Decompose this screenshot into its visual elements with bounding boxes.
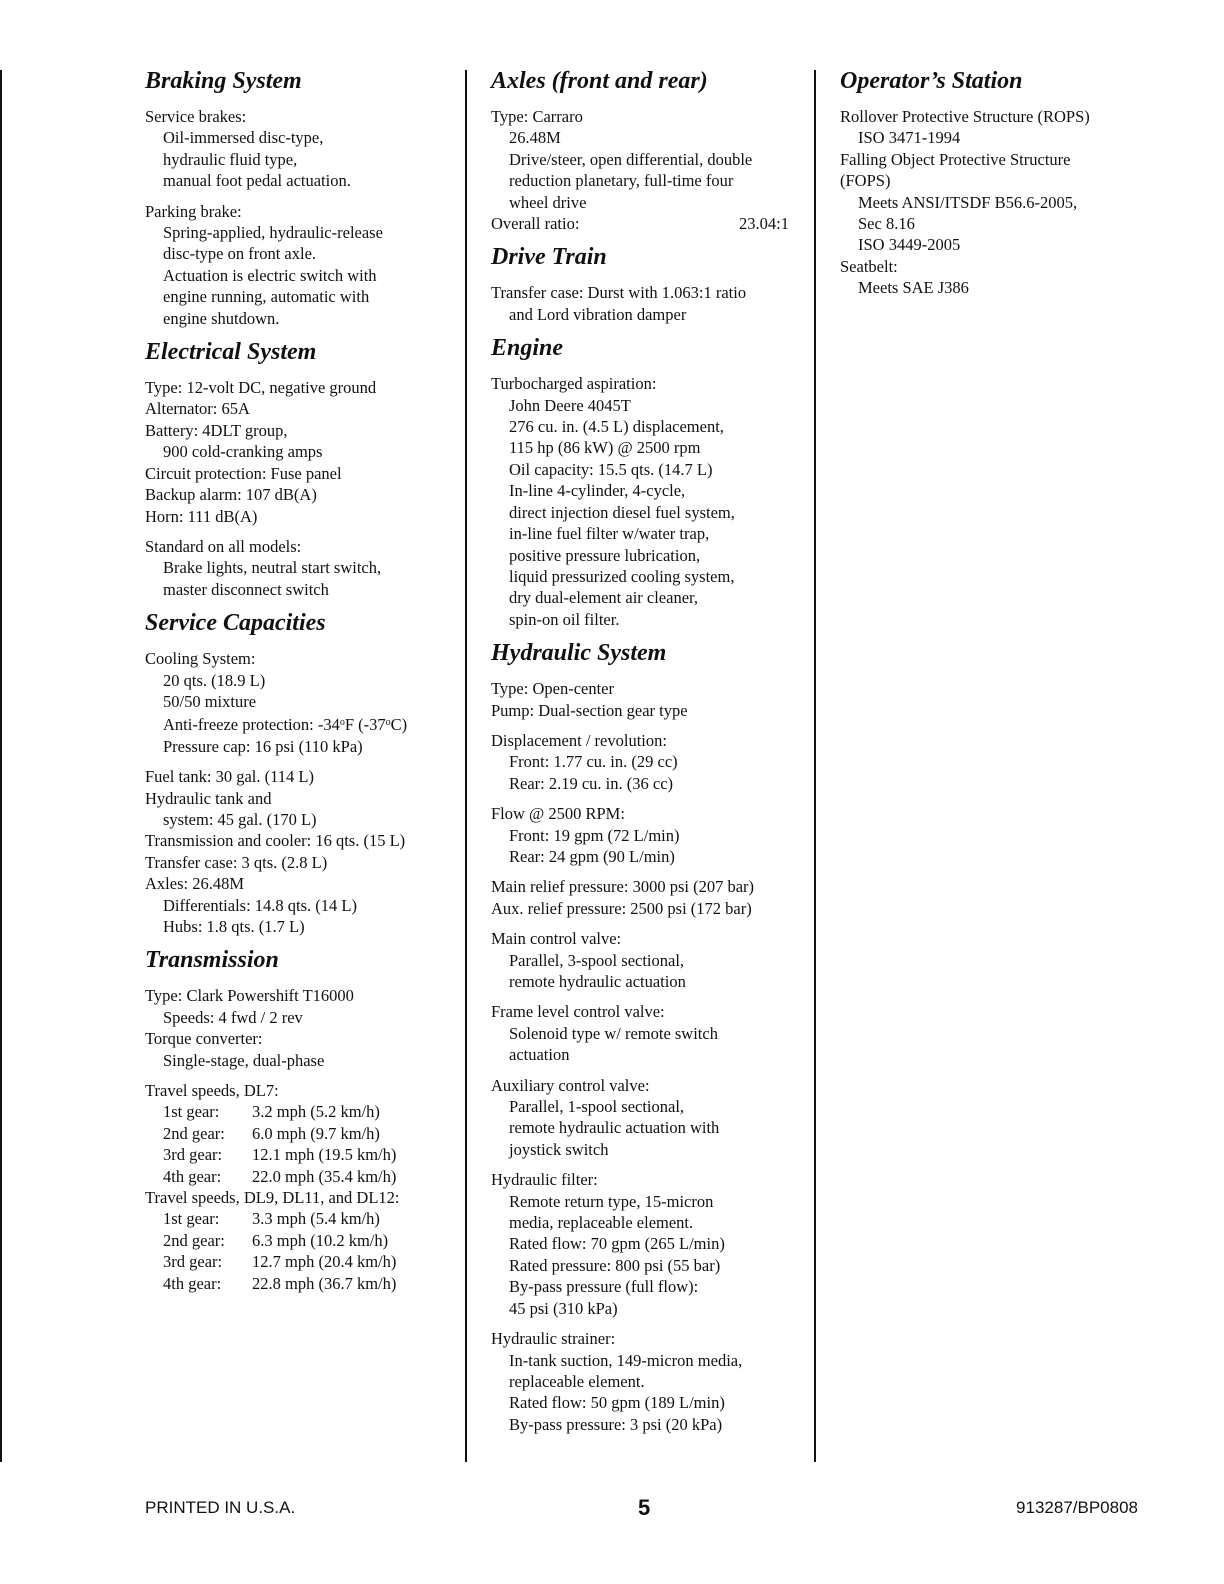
spec-block (145, 536, 445, 600)
section-heading: Electrical System (145, 339, 317, 366)
spec-line: Displacement / revolution: (491, 730, 667, 750)
spec-column-1 (145, 66, 445, 1302)
section-heading: Engine (491, 335, 564, 362)
spec-line: Turbocharged aspiration: (491, 374, 657, 394)
spec-value: 3.2 mph (5.2 km/h) (252, 1102, 380, 1122)
spec-line (145, 1101, 445, 1122)
spec-value: 22.8 mph (36.7 km/h) (252, 1273, 397, 1293)
left-margin-rule (0, 70, 2, 1462)
spec-line: In-line 4-cylinder, 4-cycle, (509, 481, 686, 501)
spec-line: Single-stage, dual-phase (163, 1050, 325, 1070)
spec-line (145, 1208, 445, 1229)
spec-line: direct injection diesel fuel system, (509, 502, 735, 522)
spec-line: wheel drive (509, 192, 587, 212)
spec-line: Service brakes: (145, 107, 247, 126)
spec-line: Travel speeds, DL9, DL11, and DL12: (145, 1188, 400, 1208)
spec-line: Meets ANSI/ITSDF B56.6-2005, (858, 192, 1078, 212)
spec-line: Torque converter: (145, 1029, 263, 1049)
spec-line: disc-type on front axle. (163, 244, 317, 264)
spec-line: Rear: 2.19 cu. in. (36 cc) (509, 773, 674, 793)
footer-printed-in: PRINTED IN U.S.A. (145, 1498, 296, 1517)
spec-line: Front: 19 gpm (72 L/min) (509, 825, 680, 845)
spec-line: Main relief pressure: 3000 psi (207 bar) (491, 877, 755, 897)
section-engine (491, 333, 789, 630)
gear-label: 1st gear: (163, 1102, 220, 1122)
degree-symbol: o (385, 717, 391, 729)
spec-line: Fuel tank: 30 gal. (114 L) (145, 767, 314, 787)
spec-line: Oil-immersed disc-type, (163, 128, 324, 148)
spec-line: Horn: 111 dB(A) (145, 506, 258, 526)
spec-line: Sec 8.16 (858, 214, 915, 234)
spec-block (491, 1169, 789, 1319)
spec-line: Flow @ 2500 RPM: (491, 804, 625, 824)
section-braking-system (145, 66, 445, 329)
spec-line: Parallel, 1-spool sectional, (509, 1097, 685, 1117)
spec-block (145, 377, 445, 527)
column-divider-2 (814, 70, 816, 1462)
spec-line: Backup alarm: 107 dB(A) (145, 485, 317, 505)
spec-line: replaceable element. (509, 1371, 645, 1391)
spec-line: engine running, automatic with (163, 287, 370, 307)
spec-line: Meets SAE J386 (858, 278, 969, 298)
spec-line: Drive/steer, open differential, double (509, 149, 753, 169)
spec-block (145, 766, 445, 937)
spec-block (145, 106, 445, 192)
spec-block (145, 648, 445, 757)
spec-line: Type: 12-volt DC, negative ground (145, 378, 377, 398)
spec-line: John Deere 4045T (509, 395, 631, 415)
spec-line (145, 1230, 445, 1251)
gear-label: 1st gear: (163, 1209, 220, 1229)
spec-line: By-pass pressure (full flow): (509, 1277, 699, 1297)
spec-line: positive pressure lubrication, (509, 545, 701, 565)
gear-label: 2nd gear: (163, 1230, 225, 1250)
spec-line: Remote return type, 15-micron (509, 1191, 714, 1211)
spec-block (491, 1075, 789, 1161)
spec-block (491, 1001, 789, 1065)
spec-value: 6.3 mph (10.2 km/h) (252, 1230, 389, 1250)
spec-block (145, 1080, 445, 1294)
spec-line: Battery: 4DLT group, (145, 420, 288, 440)
spec-line: Rated flow: 70 gpm (265 L/min) (509, 1234, 725, 1254)
spec-line: Type: Clark Powershift T16000 (145, 986, 354, 1006)
column-divider-1 (465, 70, 467, 1462)
spec-line: master disconnect switch (163, 579, 329, 599)
spec-block (491, 876, 789, 919)
spec-line: manual foot pedal actuation. (163, 171, 351, 191)
spec-line: dry dual-element air cleaner, (509, 588, 698, 608)
spec-block (491, 803, 789, 867)
spec-line: Seatbelt: (840, 256, 898, 276)
section-hydraulic-system (491, 638, 789, 1435)
spec-line: Type: Carraro (491, 107, 583, 126)
spec-line: Parking brake: (145, 201, 242, 221)
spec-line: Rated flow: 50 gpm (189 L/min) (509, 1393, 725, 1413)
section-heading: Drive Train (491, 244, 607, 271)
spec-line: Front: 1.77 cu. in. (29 cc) (509, 752, 678, 772)
spec-line: Auxiliary control valve: (491, 1075, 650, 1095)
spec-label: Overall ratio: (491, 214, 580, 234)
spec-column-2 (491, 66, 789, 1443)
spec-line: Type: Open-center (491, 679, 614, 699)
spec-block (491, 106, 789, 234)
spec-line (145, 1123, 445, 1144)
spec-line: 45 psi (310 kPa) (509, 1298, 618, 1318)
gear-label: 4th gear: (163, 1166, 222, 1186)
spec-block (491, 373, 789, 630)
spec-block (145, 985, 445, 1071)
spec-line: ISO 3449-2005 (858, 235, 961, 255)
spec-column-3 (840, 66, 1140, 307)
section-electrical-system (145, 337, 445, 600)
spec-line: (FOPS) (840, 171, 891, 191)
spec-line: Brake lights, neutral start switch, (163, 558, 382, 578)
spec-value: 6.0 mph (9.7 km/h) (252, 1123, 380, 1143)
spec-line: media, replaceable element. (509, 1213, 694, 1233)
spec-line: 26.48M (509, 128, 561, 148)
spec-line: Rated pressure: 800 psi (55 bar) (509, 1255, 721, 1275)
spec-line: Main control valve: (491, 929, 622, 949)
spec-line: Standard on all models: (145, 536, 302, 556)
spec-line: Alternator: 65A (145, 399, 250, 419)
spec-line (145, 1273, 445, 1294)
spec-line: actuation (509, 1045, 570, 1065)
spec-line: Cooling System: (145, 649, 256, 669)
gear-label: 4th gear: (163, 1273, 222, 1293)
spec-value: 12.1 mph (19.5 km/h) (252, 1145, 397, 1165)
spec-line: Solenoid type w/ remote switch (509, 1023, 718, 1043)
spec-value: 12.7 mph (20.4 km/h) (252, 1252, 397, 1272)
gear-label: 3rd gear: (163, 1252, 223, 1272)
spec-line: Falling Object Protective Structure (840, 149, 1071, 169)
spec-line: spin-on oil filter. (509, 609, 620, 629)
spec-line: Hydraulic strainer: (491, 1329, 616, 1349)
section-heading: Operator’s Station (840, 68, 1023, 94)
spec-line: hydraulic fluid type, (163, 149, 298, 169)
spec-block (145, 201, 445, 329)
spec-line (491, 213, 789, 234)
spec-line: Hubs: 1.8 qts. (1.7 L) (163, 917, 305, 936)
spec-line (145, 1144, 445, 1165)
spec-line: remote hydraulic actuation (509, 972, 686, 991)
spec-line: Axles: 26.48M (145, 874, 244, 894)
spec-line: 900 cold-cranking amps (163, 442, 323, 462)
section-transmission (145, 945, 445, 1294)
gear-label: 3rd gear: (163, 1145, 223, 1165)
spec-line: in-line fuel filter w/water trap, (509, 524, 710, 544)
spec-line: Transfer case: 3 qts. (2.8 L) (145, 852, 328, 872)
spec-line: Spring-applied, hydraulic-release (163, 223, 383, 243)
document-code: 913287/BP0808 (1016, 1498, 1138, 1517)
spec-line: 20 qts. (18.9 L) (163, 670, 266, 690)
section-heading: Braking System (145, 68, 302, 94)
spec-block (491, 282, 789, 325)
spec-line: Circuit protection: Fuse panel (145, 463, 342, 483)
gear-label: 2nd gear: (163, 1123, 225, 1143)
spec-line (145, 1251, 445, 1272)
spec-line: Parallel, 3-spool sectional, (509, 950, 685, 970)
degree-symbol: o (339, 717, 345, 729)
spec-line: remote hydraulic actuation with (509, 1118, 720, 1138)
page-number: 5 (638, 1495, 651, 1520)
spec-value: 23.04:1 (739, 214, 789, 234)
spec-line: 50/50 mixture (163, 691, 257, 711)
section-heading: Hydraulic System (491, 640, 667, 667)
spec-line: Aux. relief pressure: 2500 psi (172 bar) (491, 898, 752, 918)
section-heading: Service Capacities (145, 610, 326, 637)
spec-value: 22.0 mph (35.4 km/h) (252, 1166, 397, 1186)
spec-line: Transmission and cooler: 16 qts. (15 L) (145, 831, 406, 851)
spec-line: Travel speeds, DL7: (145, 1081, 279, 1101)
section-heading: Axles (front and rear) (491, 68, 708, 94)
spec-line: system: 45 gal. (170 L) (163, 809, 317, 829)
spec-line: Pressure cap: 16 psi (110 kPa) (163, 736, 363, 756)
spec-line: 115 hp (86 kW) @ 2500 rpm (509, 438, 701, 458)
spec-line: Frame level control valve: (491, 1002, 665, 1022)
spec-line: Rear: 24 gpm (90 L/min) (509, 846, 675, 866)
spec-block (491, 1328, 789, 1435)
spec-line: Hydraulic filter: (491, 1170, 598, 1190)
section-drive-train (491, 242, 789, 325)
spec-value: 3.3 mph (5.4 km/h) (252, 1209, 380, 1229)
section-axles-front-and-rear (491, 66, 789, 234)
spec-line: By-pass pressure: 3 psi (20 kPa) (509, 1414, 723, 1434)
spec-line: Hydraulic tank and (145, 788, 272, 808)
spec-line: Actuation is electric switch with (163, 265, 377, 285)
spec-line: and Lord vibration damper (509, 304, 687, 324)
spec-line: joystick switch (509, 1139, 609, 1159)
spec-block (491, 730, 789, 794)
spec-block (491, 928, 789, 992)
spec-line: Oil capacity: 15.5 qts. (14.7 L) (509, 459, 713, 479)
spec-line: In-tank suction, 149-micron media, (509, 1350, 743, 1370)
section-operator-s-station (840, 66, 1140, 299)
spec-line: liquid pressurized cooling system, (509, 566, 735, 586)
spec-line: Rollover Protective Structure (ROPS) (840, 107, 1090, 126)
spec-line: Transfer case: Durst with 1.063:1 ratio (491, 283, 747, 303)
spec-text: Anti-freeze protection: -34 (163, 715, 340, 735)
spec-line: engine shutdown. (163, 308, 280, 328)
spec-line (145, 1166, 445, 1187)
spec-line: Pump: Dual-section gear type (491, 700, 688, 720)
section-service-capacities (145, 608, 445, 937)
spec-line: ISO 3471-1994 (858, 128, 961, 148)
spec-block (840, 106, 1140, 299)
spec-line: Differentials: 14.8 qts. (14 L) (163, 895, 357, 915)
spec-text: F (-37 (344, 715, 386, 735)
section-heading: Transmission (145, 947, 279, 974)
spec-text: C) (390, 715, 408, 735)
spec-line: 276 cu. in. (4.5 L) displacement, (509, 417, 724, 437)
spec-block (491, 678, 789, 721)
spec-line: reduction planetary, full-time four (509, 171, 734, 191)
spec-line (145, 712, 445, 735)
spec-line: Speeds: 4 fwd / 2 rev (163, 1007, 303, 1027)
